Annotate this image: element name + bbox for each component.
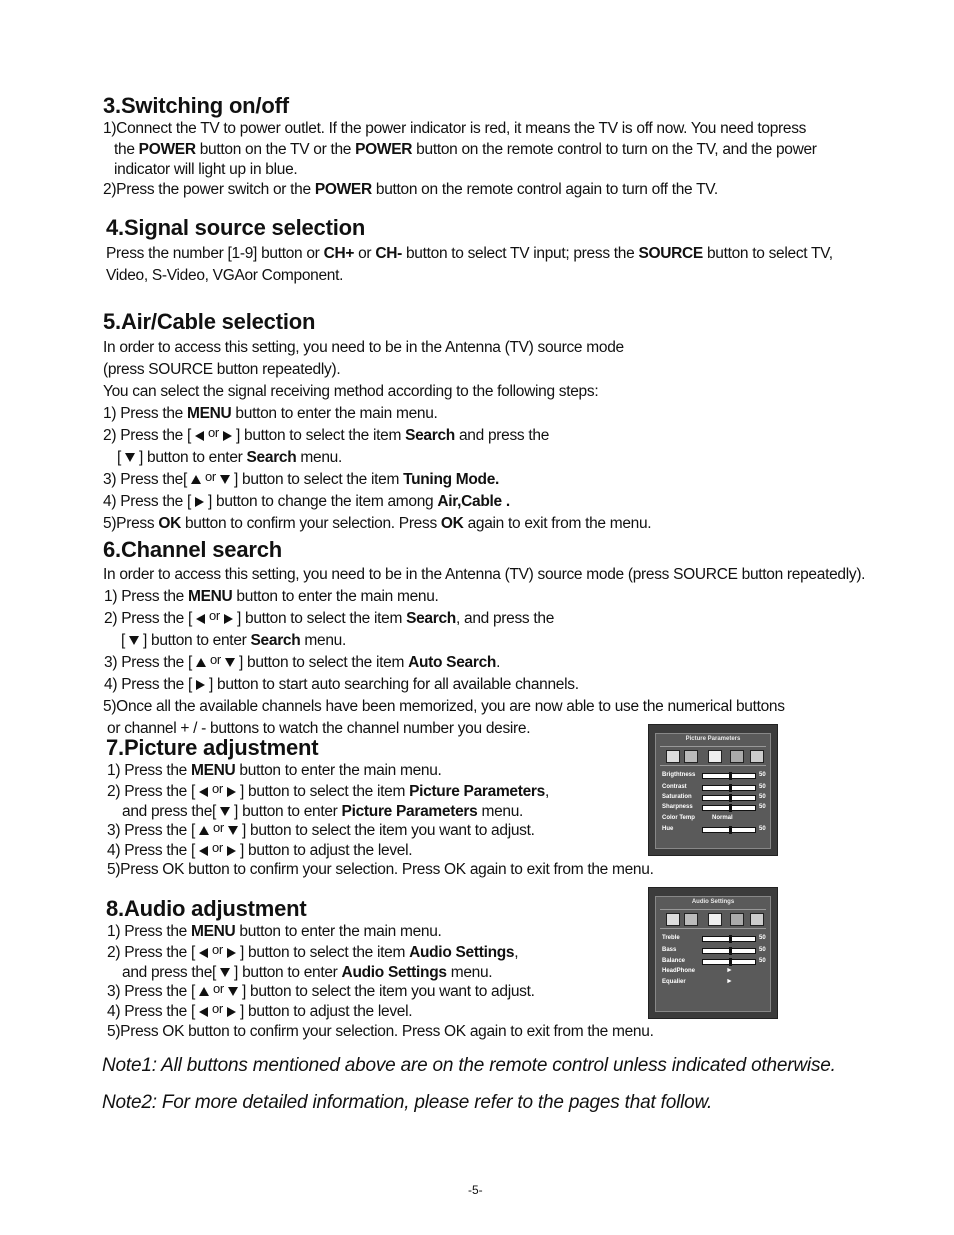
s6-line6: 4) Press the [ ] button to start auto searching for all available channels. bbox=[104, 676, 579, 693]
picture-icon bbox=[666, 913, 680, 926]
level-bar bbox=[702, 773, 756, 779]
left-arrow-icon bbox=[199, 948, 208, 958]
submenu-arrow-icon: ► bbox=[726, 967, 733, 974]
osd-value: Normal bbox=[712, 815, 733, 821]
osd-value: 50 bbox=[759, 826, 766, 832]
down-arrow-icon bbox=[225, 658, 235, 667]
osd-icon-bar bbox=[660, 746, 766, 766]
setup-icon bbox=[708, 913, 722, 926]
down-arrow-icon bbox=[129, 636, 139, 645]
lock-icon bbox=[750, 750, 764, 763]
osd-row-saturation: Saturation bbox=[662, 794, 692, 800]
note-2: Note2: For more detailed information, please refer to the pages that follow. bbox=[102, 1092, 713, 1113]
level-bar bbox=[702, 827, 756, 833]
right-arrow-icon bbox=[227, 948, 236, 958]
right-arrow-icon bbox=[227, 787, 236, 797]
down-arrow-icon bbox=[228, 826, 238, 835]
sound-icon bbox=[684, 913, 698, 926]
osd-icon-bar bbox=[660, 909, 766, 929]
level-bar bbox=[702, 785, 756, 791]
page-number: -5- bbox=[468, 1183, 483, 1197]
osd-row-color-temp: Color Temp bbox=[662, 815, 695, 821]
osd-value: 50 bbox=[759, 947, 766, 953]
level-bar bbox=[702, 795, 756, 801]
section-7-title: 7.Picture adjustment bbox=[106, 735, 319, 760]
down-arrow-icon bbox=[125, 453, 135, 462]
s8-line5: 4) Press the [ or ] button to adjust the level. bbox=[107, 1001, 413, 1020]
audio-settings-osd bbox=[648, 887, 778, 1019]
level-bar bbox=[702, 936, 756, 942]
s8-line1: 1) Press the MENU button to enter the main menu. bbox=[107, 923, 442, 940]
s5-line3: You can select the signal receiving method according to the following steps: bbox=[103, 383, 599, 400]
osd-title: Picture Parameters bbox=[685, 736, 741, 742]
level-knob bbox=[729, 772, 732, 780]
osd-row-sharpness: Sharpness bbox=[662, 804, 693, 810]
osd-value: 50 bbox=[759, 804, 766, 810]
s6-line2: 1) Press the MENU button to enter the main menu. bbox=[104, 588, 439, 605]
s3-line2: the POWER button on the TV or the POWER button on the remote control to turn on the TV, and the power bbox=[114, 141, 817, 158]
left-arrow-icon bbox=[196, 614, 205, 624]
s6-line3: 2) Press the [ or ] button to select the item Search, and press the bbox=[104, 608, 555, 627]
s7-line4: 3) Press the [ or ] button to select the item you want to adjust. bbox=[107, 820, 535, 839]
down-arrow-icon bbox=[220, 807, 230, 816]
lock-icon bbox=[750, 913, 764, 926]
osd-title: Audio Settings bbox=[691, 899, 735, 905]
up-arrow-icon bbox=[199, 987, 209, 996]
section-8-title: 8.Audio adjustment bbox=[106, 896, 307, 921]
osd-value: 50 bbox=[759, 794, 766, 800]
s4-line1: Press the number [1-9] button or CH+ or CH- button to select TV input; press the SOURCE button to select TV, bbox=[106, 245, 833, 262]
s6-line8: or channel + / - buttons to watch the channel number you desire. bbox=[107, 720, 531, 737]
up-arrow-icon bbox=[199, 826, 209, 835]
s6-line5: 3) Press the [ or ] button to select the item Auto Search. bbox=[104, 652, 501, 671]
down-arrow-icon bbox=[228, 987, 238, 996]
right-arrow-icon bbox=[195, 497, 204, 507]
osd-value: 50 bbox=[759, 958, 766, 964]
level-knob bbox=[729, 947, 732, 955]
level-bar bbox=[702, 805, 756, 811]
option-icon bbox=[730, 750, 744, 763]
osd-value: 50 bbox=[759, 784, 766, 790]
osd-row-balance: Balance bbox=[662, 958, 686, 964]
left-arrow-icon bbox=[199, 1007, 208, 1017]
section-3-title: 3.Switching on/off bbox=[103, 93, 289, 118]
up-arrow-icon bbox=[191, 475, 201, 484]
right-arrow-icon bbox=[227, 1007, 236, 1017]
s4-line2: Video, S-Video, VGAor Component. bbox=[106, 267, 344, 284]
level-knob bbox=[729, 958, 732, 966]
s3-line1: 1)Connect the TV to power outlet. If the power indicator is red, it means the TV is off now. You need topress bbox=[103, 120, 807, 137]
s6-line4: [ ] button to enter Search menu. bbox=[121, 632, 347, 649]
submenu-arrow-icon: ► bbox=[726, 978, 733, 985]
note-1: Note1: All buttons mentioned above are on the remote control unless indicated otherwise. bbox=[102, 1055, 836, 1076]
section-6-title: 6.Channel search bbox=[103, 537, 282, 562]
left-arrow-icon bbox=[195, 431, 204, 441]
s8-line6: 5)Press OK button to confirm your selection. Press OK again to exit from the menu. bbox=[107, 1023, 654, 1040]
option-icon bbox=[730, 913, 744, 926]
osd-row-bass: Bass bbox=[662, 947, 677, 953]
down-arrow-icon bbox=[220, 475, 230, 484]
right-arrow-icon bbox=[223, 431, 232, 441]
right-arrow-icon bbox=[227, 846, 236, 856]
s6-line7: 5)Once all the available channels have been memorized, you are now able to use the numerical buttons bbox=[103, 698, 785, 715]
s3-line4: 2)Press the power switch or the POWER button on the remote control again to turn off the TV. bbox=[103, 181, 718, 198]
osd-value: 50 bbox=[759, 935, 766, 941]
s5-line2: (press SOURCE button repeatedly). bbox=[103, 361, 341, 378]
right-arrow-icon bbox=[196, 680, 205, 690]
level-knob bbox=[729, 935, 732, 943]
up-arrow-icon bbox=[196, 658, 206, 667]
osd-row-treble: Treble bbox=[662, 935, 680, 941]
level-knob bbox=[729, 804, 732, 812]
s5-line1: In order to access this setting, you need to be in the Antenna (TV) source mode bbox=[103, 339, 624, 356]
s7-line2: 2) Press the [ or ] button to select the item Picture Parameters, bbox=[107, 781, 549, 800]
s7-line6: 5)Press OK button to confirm your selection. Press OK again to exit from the menu. bbox=[107, 861, 654, 878]
picture-icon bbox=[666, 750, 680, 763]
s8-line3: and press the[ ] button to enter Audio Settings menu. bbox=[122, 964, 493, 981]
left-arrow-icon bbox=[199, 787, 208, 797]
osd-row-hue: Hue bbox=[662, 826, 674, 832]
section-4-title: 4.Signal source selection bbox=[106, 215, 366, 240]
level-knob bbox=[729, 794, 732, 802]
right-arrow-icon bbox=[224, 614, 233, 624]
s8-line2: 2) Press the [ or ] button to select the item Audio Settings, bbox=[107, 942, 519, 961]
s7-line3: and press the[ ] button to enter Picture Parameters menu. bbox=[122, 803, 524, 820]
picture-parameters-osd bbox=[648, 724, 778, 856]
sound-icon bbox=[684, 750, 698, 763]
osd-row-headphone: HeadPhone bbox=[662, 968, 696, 974]
s5-line6: [ ] button to enter Search menu. bbox=[117, 449, 343, 466]
s5-line7: 3) Press the[ or ] button to select the item Tuning Mode. bbox=[103, 469, 500, 488]
down-arrow-icon bbox=[220, 968, 230, 977]
s3-line3: indicator will light up in blue. bbox=[114, 161, 298, 178]
level-knob bbox=[729, 826, 732, 834]
level-bar bbox=[702, 948, 756, 954]
osd-row-contrast: Contrast bbox=[662, 784, 687, 790]
level-knob bbox=[729, 784, 732, 792]
s6-line1: In order to access this setting, you need to be in the Antenna (TV) source mode (press SOURCE button repeatedly). bbox=[103, 566, 866, 583]
level-bar bbox=[702, 959, 756, 965]
osd-row-equalizer: Equalier bbox=[662, 979, 686, 985]
s8-line4: 3) Press the [ or ] button to select the item you want to adjust. bbox=[107, 981, 535, 1000]
s5-line5: 2) Press the [ or ] button to select the item Search and press the bbox=[103, 425, 550, 444]
left-arrow-icon bbox=[199, 846, 208, 856]
s5-line8: 4) Press the [ ] button to change the item among Air,Cable . bbox=[103, 493, 510, 510]
s5-line9: 5)Press OK button to confirm your selection. Press OK again to exit from the menu. bbox=[103, 515, 652, 532]
section-5-title: 5.Air/Cable selection bbox=[103, 309, 316, 334]
setup-icon bbox=[708, 750, 722, 763]
osd-value: 50 bbox=[759, 772, 766, 778]
osd-row-brightness: Brigthtness bbox=[662, 772, 696, 778]
s7-line5: 4) Press the [ or ] button to adjust the level. bbox=[107, 840, 413, 859]
s5-line4: 1) Press the MENU button to enter the main menu. bbox=[103, 405, 438, 422]
s7-line1: 1) Press the MENU button to enter the main menu. bbox=[107, 762, 442, 779]
